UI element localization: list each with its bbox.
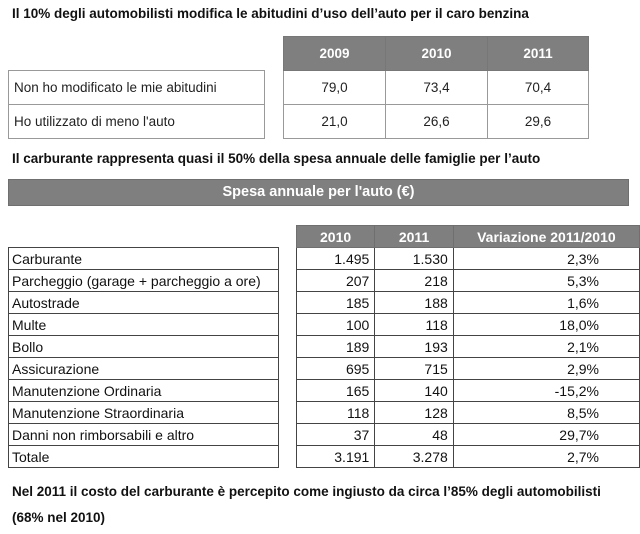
row-value-2011: 715 — [375, 358, 453, 380]
row-label: Bollo — [9, 336, 279, 358]
row-gap — [265, 70, 284, 104]
row-value-2011: 193 — [375, 336, 453, 358]
habits-table-header-row — [9, 37, 589, 71]
expense-banner: Spesa annuale per l'auto (€) — [8, 179, 629, 206]
row-label: Parcheggio (garage + parcheggio a ore) — [9, 270, 279, 292]
table-row — [9, 104, 589, 138]
row-label: Totale — [9, 446, 279, 468]
row-value-2011: 218 — [375, 270, 453, 292]
table-row — [9, 314, 640, 336]
row-value-variation: -15,2% — [453, 380, 639, 402]
expense-table-body — [9, 248, 640, 468]
row-value-2011: 29,6 — [488, 104, 589, 138]
table-row — [9, 270, 640, 292]
habits-col-2011: 2011 — [488, 37, 589, 71]
row-label: Ho utilizzato di meno l'auto — [9, 104, 265, 138]
row-value-2010: 1.495 — [296, 248, 374, 270]
row-value-2010: 3.191 — [296, 446, 374, 468]
expense-table-header-row — [9, 226, 640, 248]
row-value-2011: 128 — [375, 402, 453, 424]
expense-header-blank — [9, 226, 279, 248]
row-gap — [278, 380, 296, 402]
row-label: Manutenzione Ordinaria — [9, 380, 279, 402]
row-gap — [278, 336, 296, 358]
table-row — [9, 336, 640, 358]
row-gap — [278, 314, 296, 336]
table-row — [9, 446, 640, 468]
row-value-2011: 3.278 — [375, 446, 453, 468]
expense-header-gap — [278, 226, 296, 248]
row-value-variation: 2,7% — [453, 446, 639, 468]
row-gap — [278, 446, 296, 468]
row-value-2010: 165 — [296, 380, 374, 402]
expense-col-2011: 2011 — [375, 226, 453, 248]
row-value-2010: 100 — [296, 314, 374, 336]
table-row — [9, 424, 640, 446]
row-value-variation: 2,9% — [453, 358, 639, 380]
row-value-2010: 73,4 — [386, 70, 488, 104]
heading-fuel-habits: Il 10% degli automobilisti modifica le abitudini d’uso dell’auto per il caro benzina — [12, 6, 529, 21]
row-value-2010: 189 — [296, 336, 374, 358]
table-row — [9, 248, 640, 270]
row-value-2011: 118 — [375, 314, 453, 336]
habits-table — [8, 36, 589, 139]
row-value-2011: 188 — [375, 292, 453, 314]
row-label: Manutenzione Straordinaria — [9, 402, 279, 424]
row-gap — [278, 248, 296, 270]
row-gap — [278, 292, 296, 314]
table-row — [9, 358, 640, 380]
row-gap — [265, 104, 284, 138]
row-label: Carburante — [9, 248, 279, 270]
row-value-variation: 29,7% — [453, 424, 639, 446]
heading-fuel-share: Il carburante rappresenta quasi il 50% della spesa annuale delle famiglie per l’auto — [12, 151, 541, 166]
table-row — [9, 402, 640, 424]
habits-col-2010: 2010 — [386, 37, 488, 71]
table-row — [9, 380, 640, 402]
expense-table — [8, 225, 640, 468]
row-value-2011: 140 — [375, 380, 453, 402]
row-value-variation: 5,3% — [453, 270, 639, 292]
row-gap — [278, 402, 296, 424]
row-value-variation: 18,0% — [453, 314, 639, 336]
row-value-variation: 8,5% — [453, 402, 639, 424]
footer-perception: Nel 2011 il costo del carburante è percepito come ingiusto da circa l’85% degli automobilisti — [12, 484, 601, 499]
table-row — [9, 292, 640, 314]
habits-col-2009: 2009 — [284, 37, 386, 71]
row-value-2010: 26,6 — [386, 104, 488, 138]
row-value-2011: 70,4 — [488, 70, 589, 104]
row-value-2010: 207 — [296, 270, 374, 292]
row-gap — [278, 270, 296, 292]
row-value-2010: 695 — [296, 358, 374, 380]
row-value-variation: 2,1% — [453, 336, 639, 358]
habits-header-blank — [9, 37, 265, 71]
row-value-2009: 21,0 — [284, 104, 386, 138]
row-gap — [278, 424, 296, 446]
table-row — [9, 70, 589, 104]
row-label: Non ho modificato le mie abitudini — [9, 70, 265, 104]
row-value-variation: 1,6% — [453, 292, 639, 314]
row-label: Multe — [9, 314, 279, 336]
row-value-2011: 1.530 — [375, 248, 453, 270]
row-value-2010: 185 — [296, 292, 374, 314]
expense-col-2010: 2010 — [296, 226, 374, 248]
row-value-variation: 2,3% — [453, 248, 639, 270]
footer-note: (68% nel 2010) — [12, 510, 106, 525]
habits-header-gap — [265, 37, 284, 71]
expense-col-variation: Variazione 2011/2010 — [453, 226, 639, 248]
row-label: Assicurazione — [9, 358, 279, 380]
row-value-2011: 48 — [375, 424, 453, 446]
row-gap — [278, 358, 296, 380]
row-label: Autostrade — [9, 292, 279, 314]
row-value-2009: 79,0 — [284, 70, 386, 104]
row-value-2010: 37 — [296, 424, 374, 446]
row-value-2010: 118 — [296, 402, 374, 424]
row-label: Danni non rimborsabili e altro — [9, 424, 279, 446]
